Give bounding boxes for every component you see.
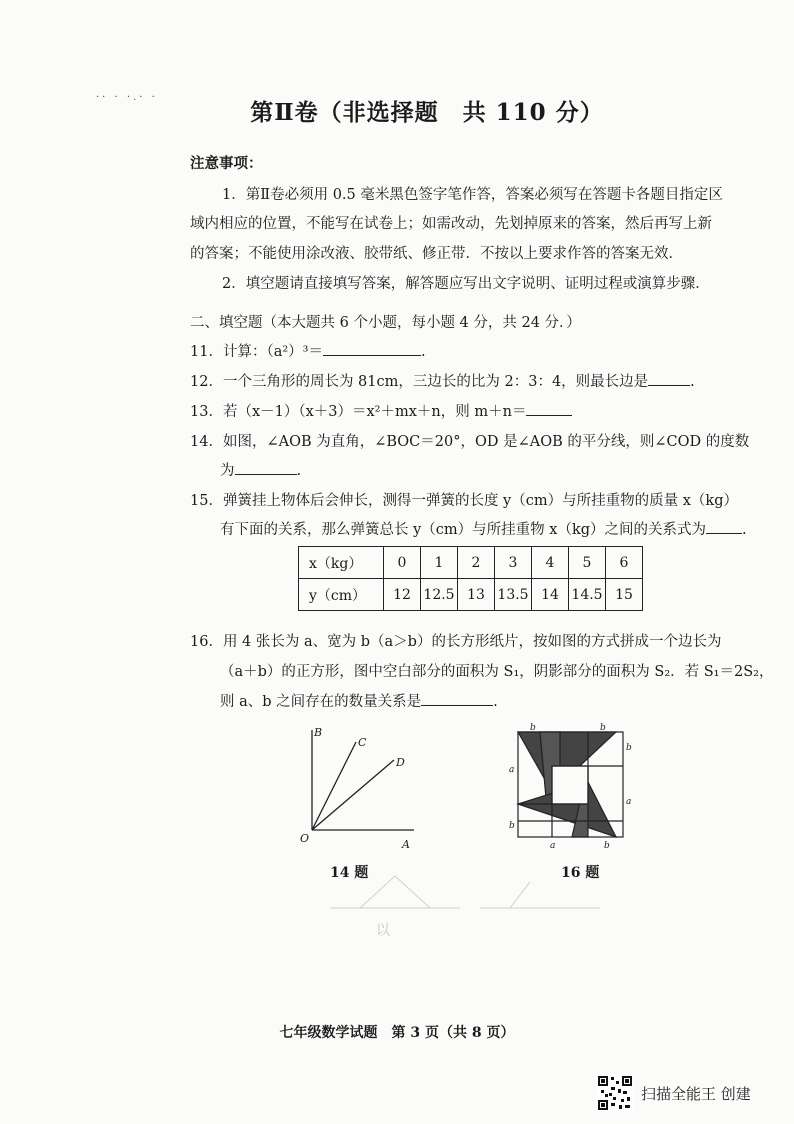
label-a-right: a xyxy=(626,797,632,807)
q14-answer-blank xyxy=(235,460,297,475)
bleed-through-sketch xyxy=(320,868,610,938)
label-c: C xyxy=(358,736,367,749)
table-cell: 1 xyxy=(421,547,458,579)
table-cell: 15 xyxy=(606,579,643,611)
question-13 xyxy=(190,400,572,421)
q13-text: 13．若（x－1）（x＋3）＝x²＋mx＋n，则 m＋n＝ xyxy=(190,404,527,420)
label-d: D xyxy=(396,756,405,769)
ray-oc xyxy=(312,742,356,830)
figure-16-caption: 16 题 xyxy=(561,865,600,881)
table-row-y xyxy=(299,579,643,611)
q15-text: 有下面的关系，那么弹簧总长 y（cm）与所挂重物 x（kg）之间的关系式为 xyxy=(220,522,707,538)
table-cell: 4 xyxy=(532,547,569,579)
table-cell: 13.5 xyxy=(495,579,532,611)
table-header-y: y（cm） xyxy=(299,579,384,611)
scanner-watermark xyxy=(597,1075,751,1111)
note-1-line-1: 1．第Ⅱ卷必须用 0.5 毫米黑色签字笔作答，答案必须写在答题卡各题目指定区 xyxy=(222,187,723,203)
label-a: A xyxy=(402,838,410,851)
label-a-left: a xyxy=(509,765,515,775)
label-b-bottom: b xyxy=(604,841,610,851)
question-14-line-2 xyxy=(220,459,301,480)
q11-end: . xyxy=(420,344,426,360)
table-cell: 13 xyxy=(458,579,495,611)
q11-text: 11．计算：（a²）³＝ xyxy=(190,344,323,360)
q12-end: . xyxy=(690,374,695,390)
q12-answer-blank xyxy=(648,371,690,386)
question-14-line-1: 14．如图，∠AOB 为直角，∠BOC＝20°，OD 是∠AOB 的平分线，则∠COD 的度数 xyxy=(190,434,750,450)
note-1-line-2: 域内相应的位置，不能写在试卷上；如需改动，先划掉原来的答案，然后再写上新 xyxy=(190,216,712,232)
label-b-top-left: b xyxy=(530,723,536,733)
note-1-line-3: 的答案；不能使用涂改液、胶带纸、修正带．不按以上要求作答的答案无效． xyxy=(190,246,683,262)
label-o: O xyxy=(300,832,310,845)
q15-end: . xyxy=(742,522,747,538)
q15-answer-blank xyxy=(706,519,742,534)
question-15-line-2 xyxy=(220,518,747,539)
figure-14-caption: 14 题 xyxy=(330,865,369,881)
scan-speck: ·· · ·.· · xyxy=(96,92,158,103)
scanner-label: 扫描全能王 创建 xyxy=(641,1084,751,1103)
label-b-right: b xyxy=(626,743,632,753)
qr-code-icon xyxy=(597,1075,633,1111)
question-15-line-1: 15．弹簧挂上物体后会伸长，测得一弹簧的长度 y（cm）与所挂重物的质量 x（kg） xyxy=(190,493,738,509)
table-cell: 14 xyxy=(532,579,569,611)
spring-data-table xyxy=(298,546,643,611)
page-title: 第Ⅱ卷（非选择题 共 110 分） xyxy=(250,99,604,126)
table-cell: 12 xyxy=(384,579,421,611)
q13-answer-blank xyxy=(526,401,572,416)
notes-heading: 注意事项： xyxy=(190,155,263,172)
q16-text: 则 a、b 之间存在的数量关系是 xyxy=(220,694,422,710)
table-header-x: x（kg） xyxy=(299,547,384,579)
question-12 xyxy=(190,370,695,391)
question-11 xyxy=(190,340,426,361)
ray-od xyxy=(312,760,394,830)
label-b: B xyxy=(314,726,323,739)
q14-text: 为 xyxy=(220,463,235,479)
table-cell: 14.5 xyxy=(569,579,606,611)
center-square xyxy=(552,766,588,804)
q11-answer-blank xyxy=(323,341,421,356)
question-16-line-3 xyxy=(220,690,498,711)
label-b-left: b xyxy=(509,821,515,831)
table-cell: 12.5 xyxy=(421,579,458,611)
figure-16-square xyxy=(504,722,634,854)
q14-end: . xyxy=(296,463,302,479)
table-cell: 2 xyxy=(458,547,495,579)
label-a-bottom: a xyxy=(550,841,556,851)
q12-text: 12．一个三角形的周长为 81cm，三边长的比为 2：3：4，则最长边是 xyxy=(190,374,649,390)
table-cell: 6 xyxy=(606,547,643,579)
table-cell: 5 xyxy=(569,547,606,579)
label-b-top-right: b xyxy=(600,723,606,733)
question-16-line-1: 16．用 4 张长为 a、宽为 b（a＞b）的长方形纸片，按如图的方式拼成一个边长为 xyxy=(190,634,722,650)
table-row-x xyxy=(299,547,643,579)
table-cell: 3 xyxy=(495,547,532,579)
table-cell: 0 xyxy=(384,547,421,579)
figure-14-angles xyxy=(296,722,426,854)
bleed-through-mark: 以 xyxy=(376,923,390,939)
question-16-line-2: （a＋b）的正方形，图中空白部分的面积为 S₁，阴影部分的面积为 S₂．若 S₁＝2S₂， xyxy=(220,664,774,680)
q16-end: . xyxy=(493,694,498,710)
section-heading: 二、填空题（本大题共 6 个小题，每小题 4 分，共 24 分．） xyxy=(190,315,581,331)
q16-answer-blank xyxy=(421,691,493,706)
page-footer: 七年级数学试题 第 3 页（共 8 页） xyxy=(279,1025,515,1041)
note-2: 2．填空题请直接填写答案，解答题应写出文字说明、证明过程或演算步骤． xyxy=(222,276,710,292)
